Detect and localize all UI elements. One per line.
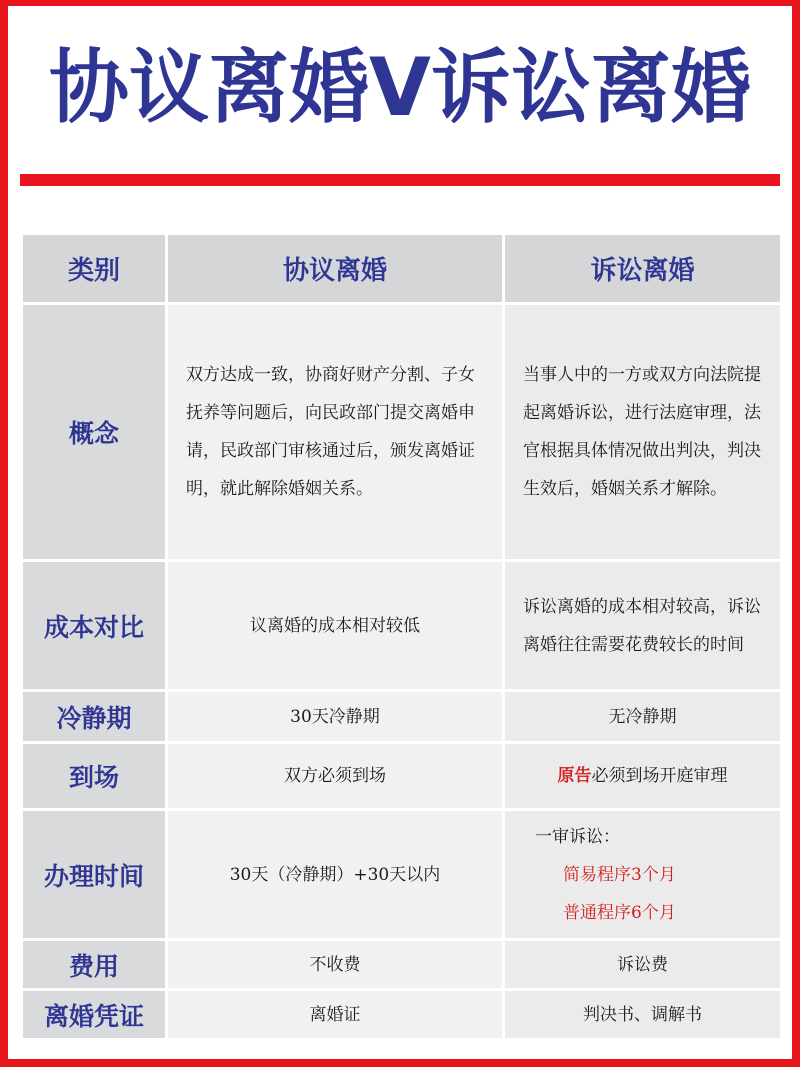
- cost-litigation-cell: 诉讼离婚的成本相对较高，诉讼离婚往往需要花费较长的时间: [504, 561, 782, 691]
- cost-agreement-cell: 议离婚的成本相对较低: [167, 561, 504, 691]
- attendance-agreement-cell: 双方必须到场: [167, 743, 504, 810]
- table-row: [22, 990, 782, 1040]
- first-instance-label: 一审诉讼：: [535, 826, 620, 847]
- header-agreement-divorce: 协议离婚: [167, 234, 504, 304]
- comparison-table: [20, 232, 783, 1041]
- cooling-agreement-cell: 30天冷静期: [167, 691, 504, 743]
- row-label-cooling-period: 冷静期: [22, 691, 167, 743]
- plaintiff-highlight: 原告: [557, 766, 592, 786]
- ordinary-procedure-text: 普通程序6个月: [563, 902, 676, 923]
- concept-agreement-cell: 双方达成一致，协商好财产分割、子女抚养等问题后，向民政部门提交离婚申请，民政部门审核通过后，颁发离婚证明，就此解除婚姻关系。: [167, 304, 504, 561]
- header-category: 类别: [22, 234, 167, 304]
- table-row: [22, 743, 782, 810]
- cooling-litigation-cell: 无冷静期: [504, 691, 782, 743]
- row-label-processing-time: 办理时间: [22, 810, 167, 940]
- row-label-attendance: 到场: [22, 743, 167, 810]
- certificate-agreement-cell: 离婚证: [167, 990, 504, 1040]
- table-header-row: [22, 234, 782, 304]
- attendance-litigation-cell: [504, 743, 782, 810]
- row-label-fees: 费用: [22, 940, 167, 990]
- header-litigation-divorce: 诉讼离婚: [504, 234, 782, 304]
- row-label-certificate: 离婚凭证: [22, 990, 167, 1040]
- page-title: 协议离婚V诉讼离婚: [49, 41, 751, 134]
- fees-agreement-cell: 不收费: [167, 940, 504, 990]
- simple-procedure-text: 简易程序3个月: [563, 864, 676, 885]
- table-row: [22, 304, 782, 561]
- time-litigation-cell: [504, 810, 782, 940]
- fees-litigation-cell: 诉讼费: [504, 940, 782, 990]
- table-row: [22, 561, 782, 691]
- table-row: [22, 940, 782, 990]
- table-row: [22, 691, 782, 743]
- row-label-cost: 成本对比: [22, 561, 167, 691]
- time-agreement-cell: 30天（冷静期）+30天以内: [167, 810, 504, 940]
- concept-litigation-cell: 当事人中的一方或双方向法院提起离婚诉讼，进行法庭审理，法官根据具体情况做出判决，判决生效后，婚姻关系才解除。: [504, 304, 782, 561]
- certificate-litigation-cell: 判决书、调解书: [504, 990, 782, 1040]
- table-row: [22, 810, 782, 940]
- row-label-concept: 概念: [22, 304, 167, 561]
- attendance-litigation-text: 必须到场开庭审理: [591, 766, 728, 786]
- title-underline-bar: [20, 174, 780, 186]
